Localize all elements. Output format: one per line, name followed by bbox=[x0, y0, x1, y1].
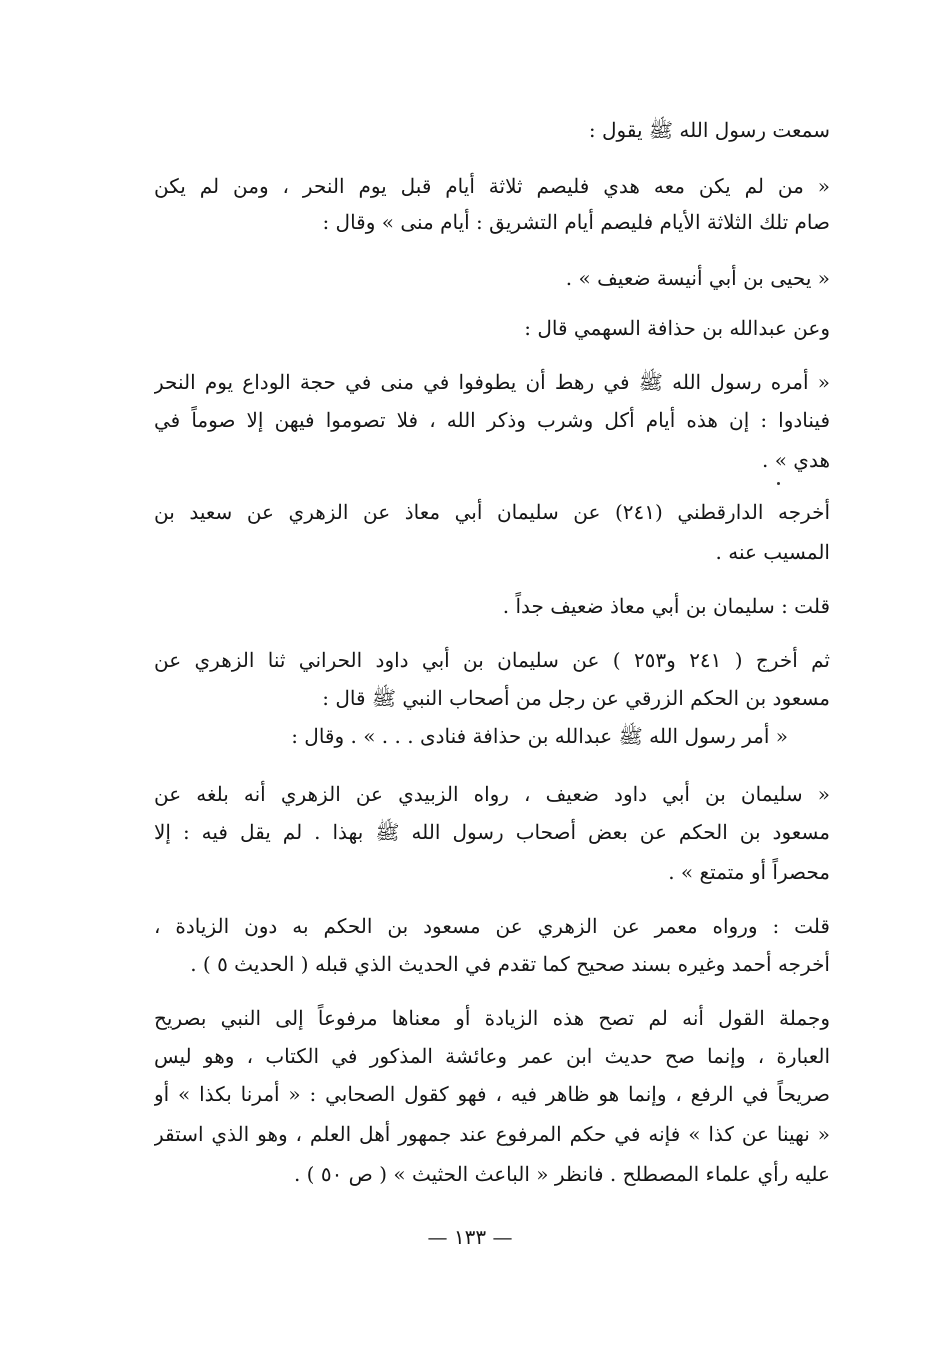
text-line: هدي » . bbox=[761, 448, 830, 472]
text-line: عليه رأي علماء المصطلح . فانظر « الباعث الحثيث » ( ص ٥٠ ) . bbox=[293, 1162, 830, 1186]
text-line: مسعود بن الحكم عن بعض أصحاب رسول الله ﷺ بهذا . لم يقل فيه : إلا bbox=[154, 820, 830, 844]
text-line: مسعود بن الحكم الزرقي عن رجل من أصحاب النبي ﷺ قال : bbox=[322, 686, 830, 710]
text-line: أخرجه الدارقطني (٢٤١) عن سليمان أبي معاذ عن الزهري عن سعيد بن bbox=[154, 500, 830, 524]
text-line: « يحيى بن أبي أنيسة ضعيف » . bbox=[565, 266, 830, 290]
text-line: العبارة ، وإنما صح حديث ابن عمر وعائشة المذكور في الكتاب ، وهو ليس bbox=[154, 1044, 830, 1068]
text-line: « نهينا عن كذا » فإنه في حكم المرفوع عند جمهور أهل العلم ، وهو الذي استقر bbox=[154, 1122, 830, 1146]
text-line: ثم أخرج ( ٢٤١ و٢٥٣ ) عن سليمان بن أبي داود الحراني ثنا الزهري عن bbox=[154, 648, 830, 672]
text-line: فينادوا : إن هذه أيام أكل وشرب وذكر الله ، فلا تصوموا فيهن إلا صوماً في bbox=[154, 408, 830, 432]
text-line: صام تلك الثلاثة الأيام فليصم أيام التشريق : أيام منى » وقال : bbox=[322, 210, 830, 234]
text-line: « أمر رسول الله ﷺ عبدالله بن حذافة فنادى . . . » . وقال : bbox=[291, 724, 788, 748]
text-line: سمعت رسول الله ﷺ يقول : bbox=[588, 118, 830, 142]
print-speck bbox=[777, 482, 780, 485]
text-line: وعن عبدالله بن حذافة السهمي قال : bbox=[524, 316, 830, 340]
text-line: « سليمان بن أبي داود ضعيف ، رواه الزبيدي عن الزهري أنه بلغه عن bbox=[154, 782, 830, 806]
text-line: « من لم يكن معه هدي فليصم ثلاثة أيام قبل يوم النحر ، ومن لم يكن bbox=[154, 174, 830, 198]
text-line: وجملة القول أنه لم تصح هذه الزيادة أو معناها مرفوعاً إلى النبي بصريح bbox=[154, 1006, 830, 1030]
text-line: قلت : ورواه معمر عن الزهري عن مسعود بن الحكم به دون الزيادة ، bbox=[154, 914, 830, 938]
text-line: قلت : سليمان بن أبي معاذ ضعيف جداً . bbox=[502, 594, 830, 618]
text-line: صريحاً في الرفع ، وإنما هو ظاهر فيه ، فهو كقول الصحابي : « أمرنا بكذا » أو bbox=[154, 1082, 830, 1106]
text-line: « أمره رسول الله ﷺ في رهط أن يطوفوا في منى في حجة الوداع يوم النحر bbox=[154, 370, 830, 394]
text-line: أخرجه أحمد وغيره بسند صحيح كما تقدم في الحديث الذي قبله ( الحديث ٥ ) . bbox=[190, 952, 830, 976]
page-number: — ١٣٣ — bbox=[427, 1225, 513, 1249]
text-line: محصراً أو متمتع » . bbox=[668, 860, 830, 884]
text-line: المسيب عنه . bbox=[715, 540, 830, 564]
